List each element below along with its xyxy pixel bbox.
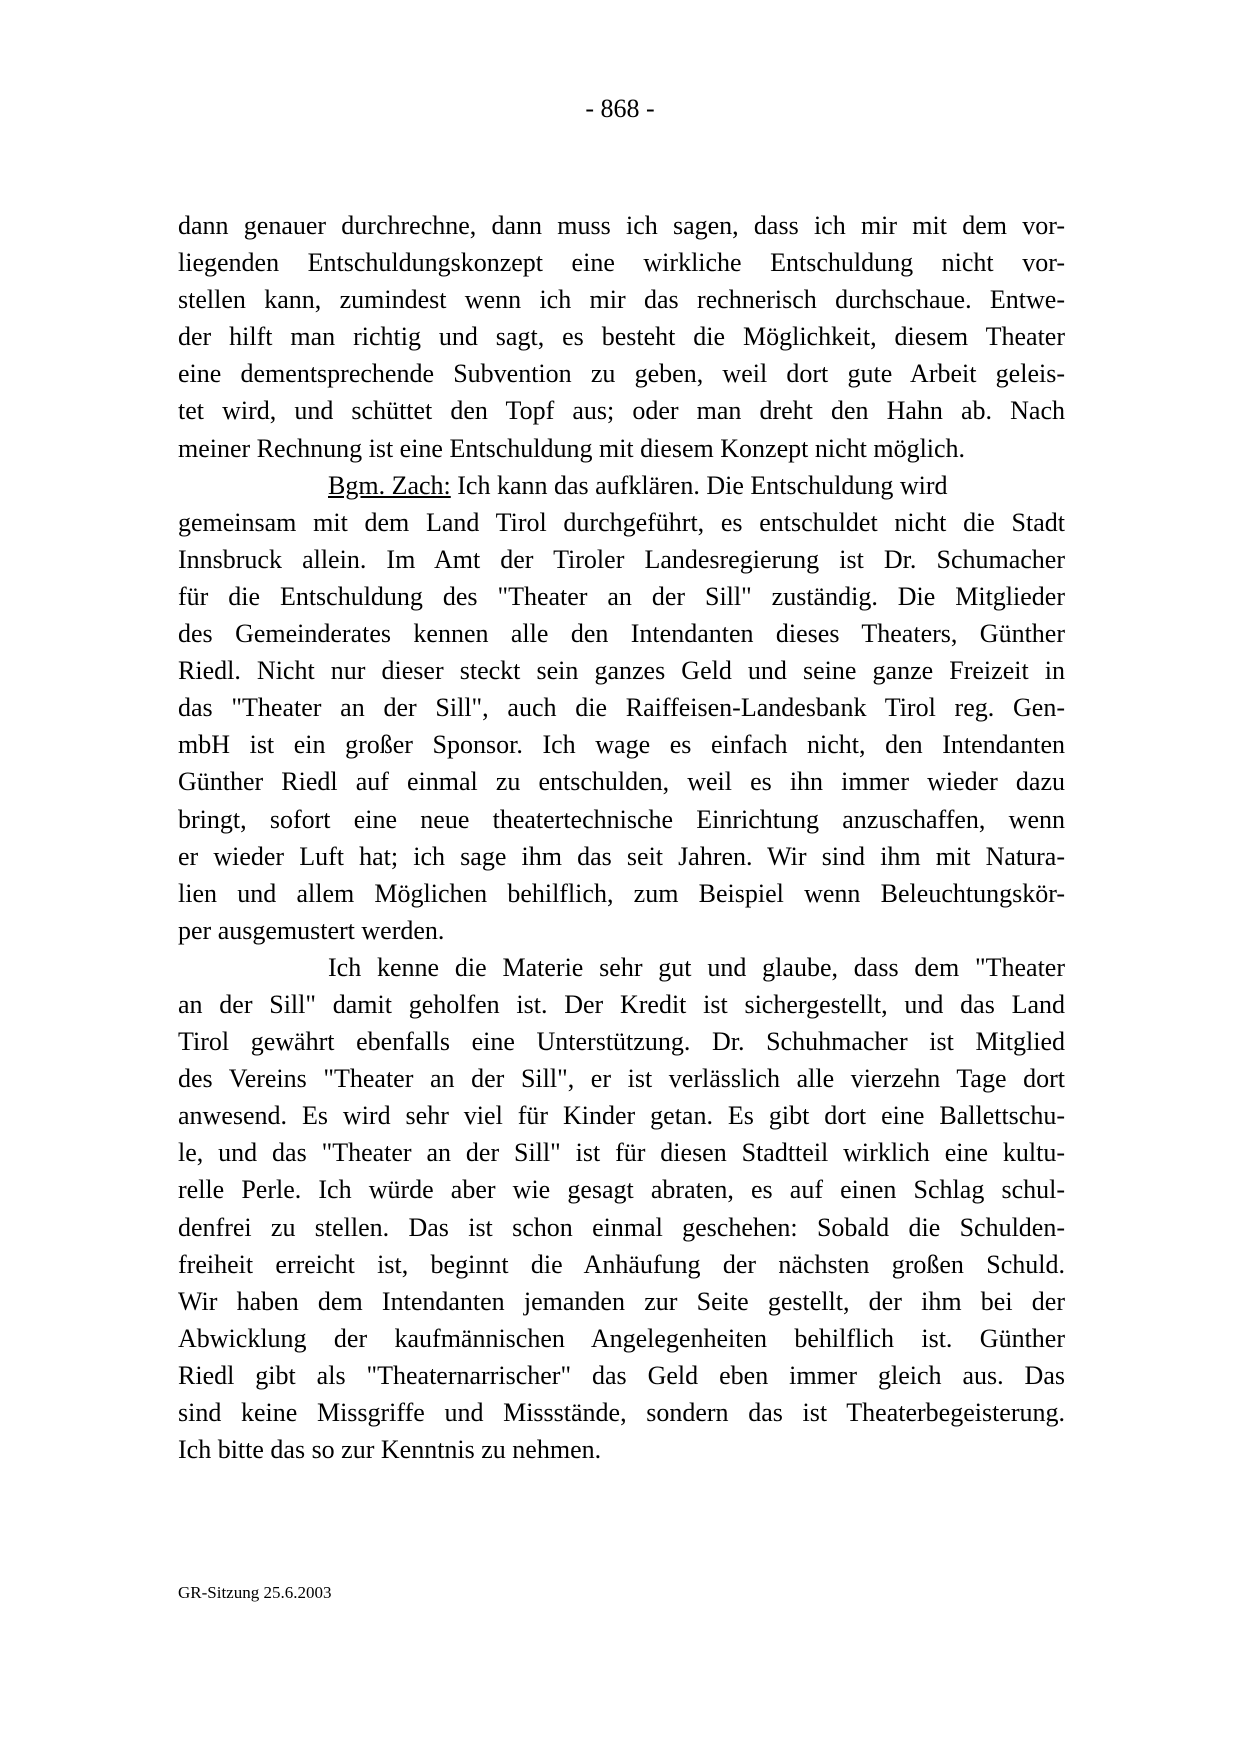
text-line: Innsbruck allein. Im Amt der Tiroler Landesregierung ist Dr. Schumacher <box>178 544 1065 574</box>
paragraph-speaker-statement <box>178 467 1065 949</box>
text-line: Riedl. Nicht nur dieser steckt sein ganzes Geld und seine ganze Freizeit in <box>178 656 1065 686</box>
text-line: Abwicklung der kaufmännischen Angelegenheiten behilflich ist. Günther <box>178 1323 1065 1353</box>
text-line: für die Entschuldung des "Theater an der Sill" zuständig. Die Mitglieder <box>178 581 1065 611</box>
document-body <box>178 207 1065 1468</box>
text-line: des Gemeinderates kennen alle den Intendanten dieses Theaters, Günther <box>178 619 1065 649</box>
text-line: lien und allem Möglichen behilflich, zum Beispiel wenn Beleuchtungskör- <box>178 878 1065 908</box>
text-line: bringt, sofort eine neue theatertechnische Einrichtung anzuschaffen, wenn <box>178 804 1065 834</box>
text-line: meiner Rechnung ist eine Entschuldung mit diesem Konzept nicht möglich. <box>178 433 966 463</box>
text-line: mbH ist ein großer Sponsor. Ich wage es einfach nicht, den Intendanten <box>178 730 1065 760</box>
text-line: stellen kann, zumindest wenn ich mir das rechnerisch durchschaue. Entwe- <box>178 285 1065 315</box>
text-line: Ich kenne die Materie sehr gut und glaube, dass dem "Theater <box>328 952 1065 982</box>
text-line: denfrei zu stellen. Das ist schon einmal geschehen: Sobald die Schulden- <box>178 1212 1065 1242</box>
footer-session-date: GR-Sitzung 25.6.2003 <box>178 1583 332 1602</box>
text-line: le, und das "Theater an der Sill" ist für diesen Stadtteil wirklich eine kultu- <box>178 1138 1065 1168</box>
text-line: dann genauer durchrechne, dann muss ich sagen, dass ich mir mit dem vor- <box>178 211 1065 240</box>
text-line: per ausgemustert werden. <box>178 915 445 945</box>
text-line: gemeinsam mit dem Land Tirol durchgeführt, es entschuldet nicht die Stadt <box>178 507 1065 537</box>
page-number: - 868 - <box>585 94 655 123</box>
text-line: freiheit erreicht ist, beginnt die Anhäufung der nächsten großen Schuld. <box>178 1249 1065 1279</box>
text-line: eine dementsprechende Subvention zu geben, weil dort gute Arbeit geleis- <box>178 359 1065 389</box>
text-line: Ich bitte das so zur Kenntnis zu nehmen. <box>178 1435 602 1465</box>
speaker-line <box>178 467 1065 504</box>
text-line: sind keine Missgriffe und Missstände, sondern das ist Theaterbegeisterung. <box>178 1398 1065 1427</box>
text-line: liegenden Entschuldungskonzept eine wirkliche Entschuldung nicht vor- <box>178 248 1065 278</box>
text-line: er wieder Luft hat; ich sage ihm das seit Jahren. Wir sind ihm mit Natura- <box>178 841 1065 871</box>
text-line: Wir haben dem Intendanten jemanden zur Seite gestellt, der ihm bei der <box>178 1286 1065 1316</box>
text-line: an der Sill" damit geholfen ist. Der Kredit ist sichergestellt, und das Land <box>178 989 1065 1019</box>
text-line: das "Theater an der Sill", auch die Raiffeisen-Landesbank Tirol reg. Gen- <box>178 693 1065 723</box>
paragraph-continuation <box>178 207 1065 467</box>
text-line: Tirol gewährt ebenfalls eine Unterstützung. Dr. Schuhmacher ist Mitglied <box>178 1027 1065 1057</box>
text-line: der hilft man richtig und sagt, es besteht die Möglichkeit, diesem Theater <box>178 322 1065 352</box>
text-line: relle Perle. Ich würde aber wie gesagt abraten, es auf einen Schlag schul- <box>178 1175 1065 1205</box>
text-line: tet wird, und schüttet den Topf aus; oder man dreht den Hahn ab. Nach <box>178 396 1065 426</box>
text-line: Günther Riedl auf einmal zu entschulden, weil es ihn immer wieder dazu <box>178 767 1065 797</box>
text-line: des Vereins "Theater an der Sill", er ist verlässlich alle vierzehn Tage dort <box>178 1064 1065 1094</box>
text-line: anwesend. Es wird sehr viel für Kinder getan. Es gibt dort eine Ballettschu- <box>178 1101 1065 1131</box>
speaker-line-text: Ich kann das aufklären. Die Entschuldung wird <box>450 470 948 500</box>
paragraph-continued-statement <box>178 949 1065 1468</box>
speaker-name: Bgm. Zach: <box>328 470 451 500</box>
text-line: Riedl gibt als "Theaternarrischer" das Geld eben immer gleich aus. Das <box>178 1360 1065 1390</box>
